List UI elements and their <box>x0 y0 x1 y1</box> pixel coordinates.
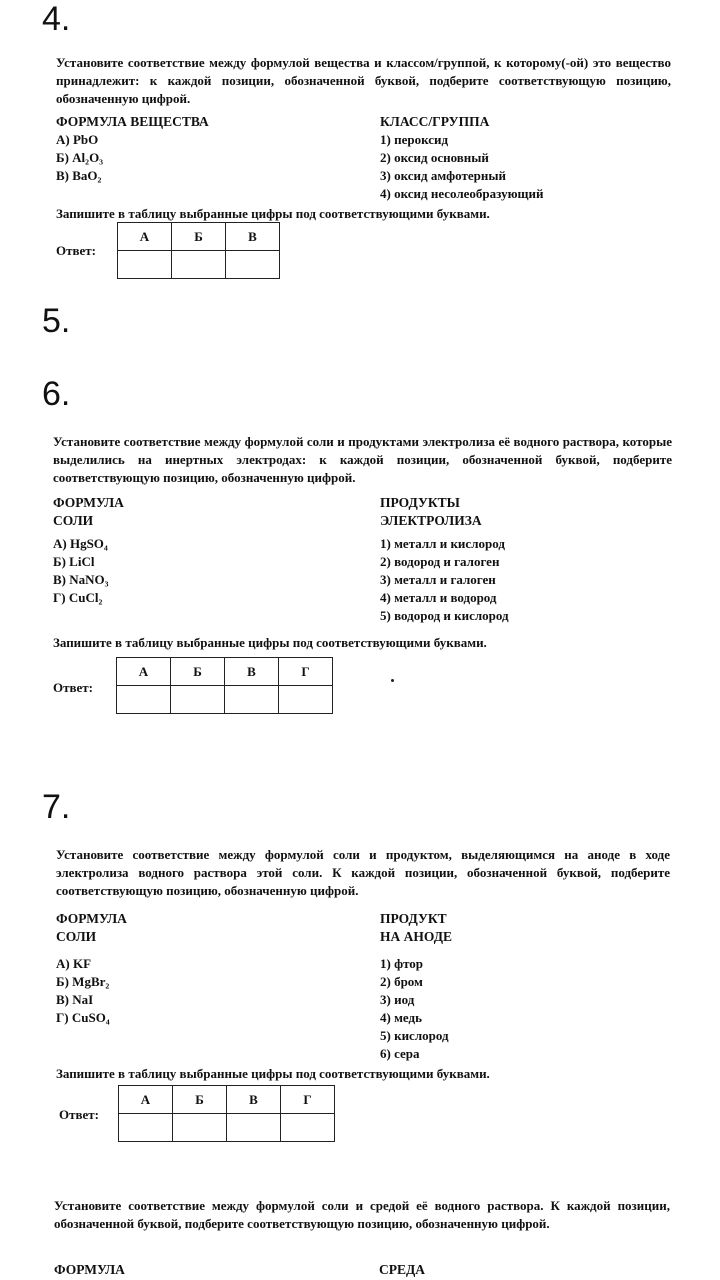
q4-left-header: ФОРМУЛА ВЕЩЕСТВА <box>56 114 209 129</box>
q7-left-item: В) NaI <box>56 992 94 1007</box>
q7-answer-label: Ответ: <box>59 1107 100 1122</box>
q4-answer-label: Ответ: <box>56 243 97 258</box>
q6-right-item: 4) металл и водород <box>380 590 497 605</box>
q6-left-item: В) NaNO₃ <box>53 572 109 587</box>
answer-cell-b[interactable] <box>172 251 226 279</box>
q4-right-item: 4) оксид несолеобразующий <box>380 186 544 201</box>
q6-answer-label: Ответ: <box>53 680 94 695</box>
question-6-text: Установите соответствие между формулой соли и продуктами электролиза её водного раствора, которые выделились на инертных электродах: к каждой позиции, обозначенной буквой, подберите соответствующую позицию, обозначенную цифрой. <box>53 434 672 485</box>
answer-letter-v: В <box>226 223 280 251</box>
q6-left-item: А) HgSO₄ <box>53 536 108 551</box>
question-number-7: 7. <box>42 788 71 826</box>
q7-answer-table <box>118 1085 335 1142</box>
q4-right-header: КЛАСС/ГРУППА <box>380 114 490 129</box>
answer-cell-v[interactable] <box>226 251 280 279</box>
q4-instruction: Запишите в таблицу выбранные цифры под соответствующими буквами. <box>56 206 490 221</box>
q4-left-item: А) PbO <box>56 132 99 147</box>
answer-letter-v: В <box>225 658 279 686</box>
answer-cell-b[interactable] <box>171 686 225 714</box>
q6-right-header-2: ЭЛЕКТРОЛИЗА <box>380 513 482 528</box>
q7-right-item: 1) фтор <box>380 956 424 971</box>
q7-right-header-1: ПРОДУКТ <box>380 911 447 926</box>
question-4-text: Установите соответствие между формулой вещества и классом/группой, к которому(-ой) это вещество принадлежит: к каждой позиции, обозначенной буквой, подберите соответствующую позицию, обозначенную цифрой. <box>56 55 671 106</box>
q7-instruction: Запишите в таблицу выбранные цифры под соответствующими буквами. <box>56 1066 490 1081</box>
question-number-6: 6. <box>42 375 71 413</box>
q6-right-item: 3) металл и галоген <box>380 572 496 587</box>
answer-cell-v[interactable] <box>225 686 279 714</box>
q7-left-item: Б) MgBr₂ <box>56 974 110 989</box>
q4-right-item: 3) оксид амфотерный <box>380 168 507 183</box>
q7-right-item: 6) сера <box>380 1046 420 1061</box>
q4-left-item: В) BaO₂ <box>56 168 102 183</box>
answer-letter-a: А <box>117 658 171 686</box>
answer-letter-b: Б <box>171 658 225 686</box>
q6-right-header-1: ПРОДУКТЫ <box>380 495 460 510</box>
q8-right-header: СРЕДА <box>379 1262 426 1277</box>
q4-answer-table <box>117 222 280 279</box>
q6-left-item: Б) LiCl <box>53 554 95 569</box>
question-number-4: 4. <box>42 0 71 38</box>
answer-cell-a[interactable] <box>117 686 171 714</box>
q6-right-item: 5) водород и кислород <box>380 608 509 623</box>
q4-right-item: 2) оксид основный <box>380 150 489 165</box>
q7-right-item: 3) иод <box>380 992 415 1007</box>
q8-left-header: ФОРМУЛА <box>54 1262 125 1277</box>
answer-letter-b: Б <box>173 1086 227 1114</box>
answer-cell-a[interactable] <box>118 251 172 279</box>
q7-right-header-2: НА АНОДЕ <box>380 929 452 944</box>
answer-letter-a: А <box>119 1086 173 1114</box>
q6-right-item: 1) металл и кислород <box>380 536 505 551</box>
answer-cell-b[interactable] <box>173 1114 227 1142</box>
stray-dot <box>391 679 394 682</box>
answer-letter-g: Г <box>281 1086 335 1114</box>
answer-letter-a: А <box>118 223 172 251</box>
q7-left-item: Г) CuSO₄ <box>56 1010 110 1025</box>
q6-instruction: Запишите в таблицу выбранные цифры под соответствующими буквами. <box>53 635 487 650</box>
question-number-5: 5. <box>42 302 71 340</box>
q4-right-item: 1) пероксид <box>380 132 449 147</box>
q7-left-header-1: ФОРМУЛА <box>56 911 127 926</box>
question-7-text: Установите соответствие между формулой соли и продуктом, выделяющимся на аноде в ходе электролиза водного раствора этой соли. К каждой позиции, обозначенной буквой, подберите соответствующую позицию, обозначенную цифрой. <box>56 847 670 898</box>
q6-right-item: 2) водород и галоген <box>380 554 500 569</box>
q6-left-header-2: СОЛИ <box>53 513 94 528</box>
q6-left-item: Г) CuCl₂ <box>53 590 103 605</box>
answer-cell-a[interactable] <box>119 1114 173 1142</box>
answer-cell-g[interactable] <box>279 686 333 714</box>
answer-letter-v: В <box>227 1086 281 1114</box>
answer-cell-g[interactable] <box>281 1114 335 1142</box>
q6-left-header-1: ФОРМУЛА <box>53 495 124 510</box>
q7-left-header-2: СОЛИ <box>56 929 97 944</box>
answer-cell-v[interactable] <box>227 1114 281 1142</box>
answer-letter-g: Г <box>279 658 333 686</box>
q4-left-item: Б) Al₂O₃ <box>56 150 104 165</box>
q7-right-item: 5) кислород <box>380 1028 449 1043</box>
q6-answer-table <box>116 657 333 714</box>
question-8-text: Установите соответствие между формулой соли и средой её водного раствора. К каждой позиции, обозначенной буквой, подберите соответствующую позицию, обозначенную цифрой. <box>54 1198 670 1231</box>
q7-right-item: 4) медь <box>380 1010 422 1025</box>
answer-letter-b: Б <box>172 223 226 251</box>
q7-right-item: 2) бром <box>380 974 423 989</box>
q7-left-item: А) KF <box>56 956 92 971</box>
